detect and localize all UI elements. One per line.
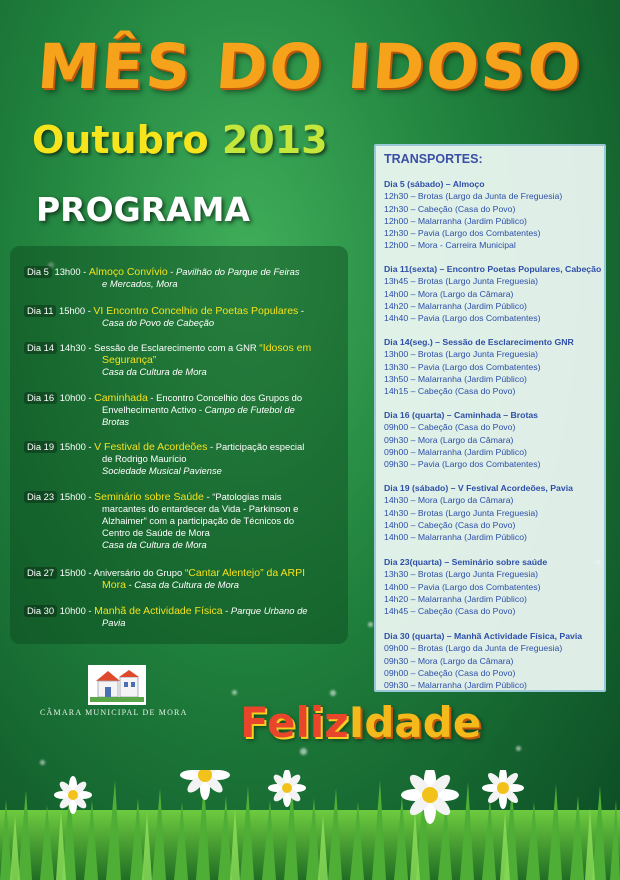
transport-line: 14h00 – Pavia (Largo dos Combatentes) (384, 581, 541, 592)
transport-line: 09h00 – Cabeção (Casa do Povo) (384, 422, 516, 433)
event-day: Dia 27 (24, 567, 57, 579)
event-item (24, 266, 340, 290)
event-location: Campo de Futebol de (204, 404, 295, 415)
event-text: Aniversário do Grupo (93, 567, 185, 578)
transport-group-heading: Dia 30 (quarta) – Manhã Actividade Física, Pavia (384, 631, 583, 641)
event-time: 15h00 - (59, 491, 92, 502)
event-location: Parque Urbano de (230, 605, 308, 616)
transport-line: 13h50 – Malarranha (Jardim Público) (384, 373, 527, 384)
event-location: - Casa da Cultura de Mora (125, 579, 240, 590)
transport-line: 12h00 – Malarranha (Jardim Público) (384, 215, 527, 226)
transportes-heading: TRANSPORTES: (384, 152, 483, 166)
event-text-line: Centro de Saúde de Mora (102, 527, 210, 538)
programa-heading: PROGRAMA (36, 190, 251, 229)
transport-line: 09h30 – Mora (Largo da Câmara) (384, 434, 514, 445)
event-item (24, 491, 340, 551)
event-day: Dia 14 (24, 342, 57, 354)
event-item (24, 605, 340, 629)
event-title: Seminário sobre Saúde (94, 491, 204, 503)
event-title-cont: Segurança” (102, 354, 157, 366)
transport-line: 14h30 – Brotas (Largo Junta Freguesia) (384, 507, 539, 518)
grass-daisies-illustration (0, 770, 620, 880)
event-location-cont: Brotas (102, 416, 130, 427)
transport-group-heading: Dia 14(seg.) – Sessão de Esclarecimento GNR (384, 337, 574, 347)
transport-line: 09h00 – Cabeção (Casa do Povo) (384, 667, 516, 678)
sparkle (516, 746, 521, 751)
event-text-line: Alzhaimer” com a participação de Técnicos do (102, 515, 295, 526)
event-title-line: Mora (102, 579, 126, 591)
event-title: VI Encontro Concelhio de Poetas Populares (93, 305, 299, 317)
event-time: 15h00 - (59, 567, 92, 578)
transport-group (384, 630, 606, 691)
event-separator: - (222, 605, 231, 616)
transport-line: 14h15 – Cabeção (Casa do Povo) (384, 386, 516, 397)
event-title: Caminhada (94, 392, 148, 404)
event-item (24, 567, 340, 591)
transport-line: 14h45 – Cabeção (Casa do Povo) (384, 606, 516, 617)
event-day: Dia 11 (24, 305, 56, 317)
transport-group (384, 336, 606, 397)
transport-line: 09h30 – Malarranha (Jardim Público) (384, 680, 527, 691)
event-location: Casa do Povo de Cabeção (102, 317, 215, 328)
event-text-line: marcantes do entardecer da Vida - Parkinson e (102, 503, 299, 514)
transport-group-heading: Dia 16 (quarta) – Caminhada – Brotas (384, 410, 539, 420)
event-separator: - (298, 305, 305, 316)
event-text: - Encontro Concelhio dos Grupos do (147, 392, 303, 403)
event-location: Casa da Cultura de Mora (102, 366, 207, 377)
event-text-cont (24, 404, 340, 416)
slogan-part-a: Feliz (240, 698, 349, 747)
event-title: V Festival de Acordeões (94, 441, 208, 453)
transport-line: 09h00 – Malarranha (Jardim Público) (384, 446, 527, 457)
transport-group-heading: Dia 11(sexta) – Encontro Poetas Populares, Cabeção (384, 264, 602, 274)
transport-line: 14h30 – Mora (Largo da Câmara) (384, 495, 514, 506)
event-location: Casa da Cultura de Mora (102, 539, 207, 550)
event-day: Dia 5 (24, 266, 52, 278)
event-location: Pavilhão do Parque de Feiras (176, 266, 300, 277)
event-location: Sociedade Musical Paviense (102, 465, 222, 476)
event-time: 10h00 - (59, 392, 92, 403)
transport-group-heading: Dia 19 (sábado) – V Festival Acordeões, Pavia (384, 483, 573, 493)
event-item (24, 305, 340, 329)
transport-group (384, 178, 606, 252)
transport-group-heading: Dia 5 (sábado) – Almoço (384, 179, 485, 189)
transport-line: 13h30 – Brotas (Largo Junta Freguesia) (384, 569, 539, 580)
event-time: 15h00 - (59, 441, 92, 452)
sparkle (300, 748, 307, 755)
event-title: “Idosos em (259, 342, 312, 354)
event-day: Dia 23 (24, 491, 57, 503)
subtitle (32, 118, 328, 162)
transport-line: 12h30 – Brotas (Largo da Junta de Freguesia) (384, 191, 563, 202)
event-time: 13h00 - (54, 266, 87, 277)
transport-line: 14h20 – Malarranha (Jardim Público) (384, 300, 527, 311)
event-day: Dia 30 (24, 605, 57, 617)
event-item (24, 342, 340, 378)
municipality-logo-icon (88, 665, 146, 705)
transport-group (384, 482, 606, 543)
event-title: “Cantar Alentejo” da ARPI (184, 567, 306, 579)
transport-group (384, 556, 606, 617)
sparkle (40, 760, 45, 765)
event-day: Dia 16 (24, 392, 57, 404)
transport-line: 09h30 – Mora (Largo da Câmara) (384, 655, 514, 666)
transport-line: 09h00 – Brotas (Largo da Junta de Freguesia) (384, 643, 563, 654)
sparkle (232, 690, 237, 695)
event-text: - Participação especial (207, 441, 305, 452)
transport-line: 12h00 – Mora - Carreira Municipal (384, 240, 516, 251)
event-title-cont (24, 579, 340, 591)
event-time: 15h00 - (59, 305, 91, 316)
event-text-line: Envelhecimento Activo - (102, 404, 205, 415)
sparkle (330, 690, 336, 696)
transport-line: 14h00 – Mora (Largo da Câmara) (384, 288, 514, 299)
slogan-part-b: Idade (348, 698, 482, 747)
transport-line: 14h00 – Malarranha (Jardim Público) (384, 532, 527, 543)
transport-line: 09h30 – Pavia (Largo dos Combatentes) (384, 459, 541, 470)
event-item (24, 441, 340, 477)
transport-line: 12h30 – Cabeção (Casa do Povo) (384, 203, 516, 214)
transport-group (384, 263, 606, 324)
month-label: Outubro (32, 118, 209, 162)
sparkle (368, 622, 373, 627)
event-text: - “Patologias mais (203, 491, 282, 502)
event-title: Manhã de Actividade Física (94, 605, 223, 617)
event-separator: - (167, 266, 177, 277)
event-location-cont: Pavia (102, 617, 126, 628)
event-time: 10h00 - (59, 605, 92, 616)
transport-line: 13h30 – Pavia (Largo dos Combatentes) (384, 361, 541, 372)
transport-line: 14h00 – Cabeção (Casa do Povo) (384, 519, 516, 530)
transport-line: 14h40 – Pavia (Largo dos Combatentes) (384, 313, 541, 324)
slogan (240, 698, 481, 747)
transport-group (384, 409, 606, 470)
transport-line: 12h30 – Pavia (Largo dos Combatentes) (384, 228, 541, 239)
transportes-panel (374, 144, 606, 692)
event-item (24, 392, 340, 428)
event-text-cont: de Rodrigo Maurício (102, 453, 187, 464)
event-day: Dia 19 (24, 441, 57, 453)
transport-group-heading: Dia 23(quarta) – Seminário sobre saúde (384, 557, 548, 567)
transport-line: 13h00 – Brotas (Largo Junta Freguesia) (384, 349, 539, 360)
event-location-cont: e Mercados, Mora (102, 278, 178, 289)
event-title: Almoço Convívio (88, 266, 168, 278)
transport-line: 13h45 – Brotas (Largo Junta Freguesia) (384, 276, 539, 287)
year-label: 2013 (221, 118, 328, 162)
page-title: MÊS DO IDOSO (35, 30, 585, 103)
transport-line: 14h20 – Malarranha (Jardim Público) (384, 593, 527, 604)
event-time: 14h30 - (59, 342, 92, 353)
municipality-name: CÂMARA MUNICIPAL DE MORA (40, 708, 188, 717)
event-text: Sessão de Esclarecimento com a GNR (94, 342, 260, 353)
